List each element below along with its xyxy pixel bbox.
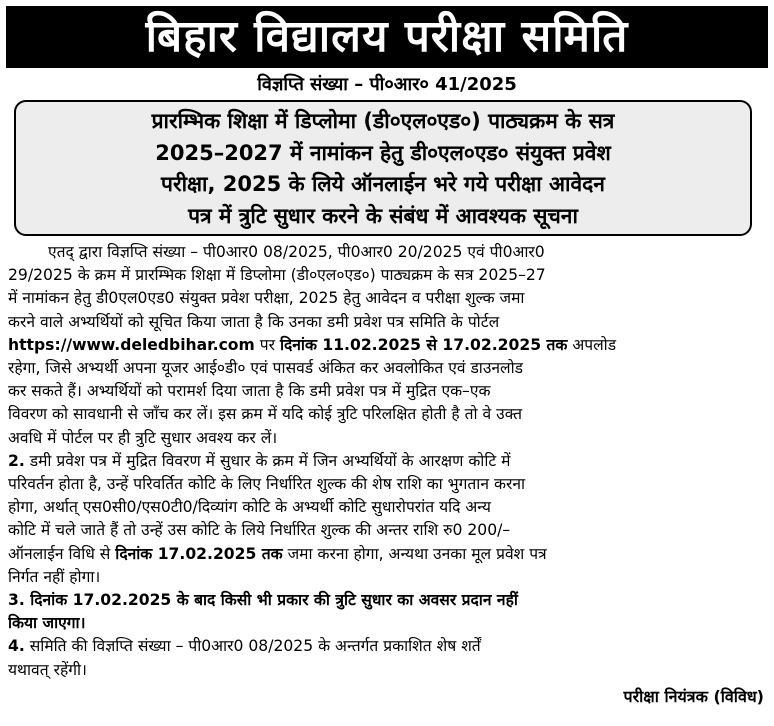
press-notice [6, 0, 768, 726]
para1-line: 29/2025 के क्रम में प्रारम्भिक शिक्षा में डिप्लोमा (डी०एल०एड०) पाठ्यक्रम के सत्र 2025–27 [8, 266, 546, 285]
para1-text: अपलोड [567, 335, 617, 354]
upload-date-range: दिनांक 11.02.2025 से 17.02.2025 तक [279, 335, 568, 354]
para3-line: 3. दिनांक 17.02.2025 के बाद किसी भी प्रकार की त्रुटि सुधार का अवसर प्रदान नहीं [8, 591, 518, 610]
para1-line: अवधि में पोर्टल पर ही त्रुटि सुधार अवश्य कर लें। [8, 428, 278, 447]
subject-line: 2025–2027 में नामांकन हेतु डी०एल०एड० संयुक्त प्रवेश [155, 140, 611, 165]
para1-line: में नामांकन हेतु डी0एल0एड0 संयुक्त प्रवेश परीक्षा, 2025 हेतु आवेदन व परीक्षा शुल्क जमा [8, 289, 525, 308]
subject-line: प्रारम्भिक शिक्षा में डिप्लोमा (डी०एल०एड०) पाठ्यक्रम के सत्र [151, 109, 615, 133]
para1-line: रहेगा, जिसे अभ्यर्थी अपना यूजर आई०डी० एवं पासवर्ड अंकित कर अवलोकित एवं डाउनलोड [8, 359, 524, 378]
fee-deadline-date: दिनांक 17.02.2025 तक [115, 544, 283, 563]
para1-line [8, 334, 766, 357]
para2-line: होगा, अर्थात् एस0सी0/एस0टी0/दिव्यांग कोटि के अभ्यर्थी कोटि सुधारोपरांत यदि अन्य [8, 498, 491, 517]
para1-line: एतद् द्वारा विज्ञप्ति संख्या – पी0आर0 08/2025, पी0आर0 20/2025 एवं पी0आर0 [48, 243, 545, 261]
notice-number: विज्ञप्ति संख्या – पी०आर० 41/2025 [257, 74, 517, 95]
para2-line: परिवर्तन होता है, उन्हें परिवर्तित कोटि के लिए निर्धारित शुल्क की शेष राशि का भुगतान करना [8, 475, 526, 494]
subject-box [14, 100, 752, 236]
subject-line: पत्र में त्रुटि सुधार करने के संबंध में आवश्यक सूचना [188, 203, 578, 228]
board-title: बिहार विद्यालय परीक्षा समिति [145, 11, 629, 62]
para2-text: डमी प्रवेश पत्र में मुद्रित विवरण में सुधार के क्रम में जिन अभ्यर्थियों के आरक्षण कोटि में [24, 451, 511, 470]
notice-body [8, 241, 766, 682]
para4-line [8, 635, 766, 658]
para2-line: कोटि में चले जाते हैं तो उन्हें उस कोटि के लिये निर्धारित शुल्क की अन्तर राशि रु0 200/– [8, 521, 511, 540]
para4-text: समिति की विज्ञप्ति संख्या – पी0आर0 08/2025 के अन्तर्गत प्रकाशित शेष शर्तें [24, 637, 481, 656]
signatory-designation: परीक्षा नियंत्रक (विविध) [623, 687, 764, 706]
subject-line: परीक्षा, 2025 के लिये ऑनलाईन भरे गये परीक्षा आवेदन [161, 172, 605, 196]
para1-line: कर सकते हैं। अभ्यर्थियों को परामर्श दिया जाता है कि डमी प्रवेश पत्र में मुद्रित एक–एक [8, 382, 491, 401]
para3-line: किया जाएगा। [8, 614, 86, 633]
para2-line [8, 543, 766, 566]
para1-line: विवरण को सावधानी से जाँच कर लें। इस क्रम में यदि कोई त्रुटि परिलक्षित होती है तो वे उक्त [8, 405, 522, 424]
para1-line: करने वाले अभ्यर्थियों को सूचित किया जाता है कि उनका डमी प्रवेश पत्र समिति के पोर्टल [8, 312, 500, 331]
board-title-banner [6, 6, 768, 68]
para2-text: जमा करना होगा, अन्यथा उनका मूल प्रवेश पत्र [282, 544, 547, 563]
para2-line: निर्गत नहीं होगा। [8, 567, 101, 586]
para4-number: 4. [8, 637, 25, 656]
para2-line [8, 450, 766, 473]
para2-text: ऑनलाईन विधि से [8, 544, 116, 563]
para2-number: 2. [8, 451, 25, 470]
para4-line: यथावत् रहेंगी। [8, 660, 87, 679]
portal-url[interactable]: https://www.deledbihar.com [8, 335, 255, 354]
para1-text: पर [254, 335, 280, 354]
